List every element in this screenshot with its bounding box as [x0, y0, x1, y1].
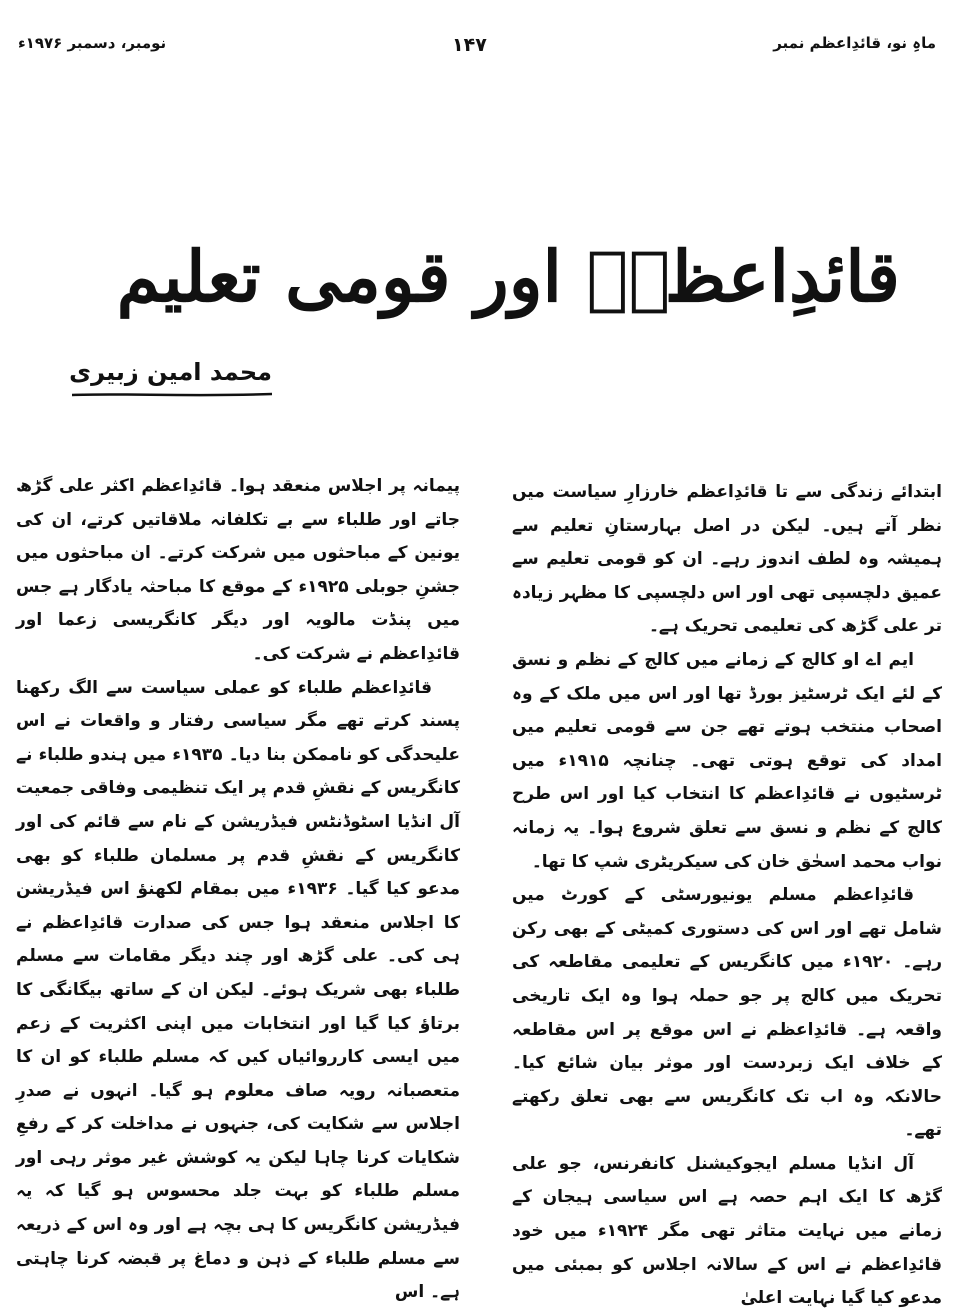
article-column-right	[512, 476, 942, 1316]
author-underline	[72, 392, 272, 398]
author-byline: محمد امین زبیری	[69, 358, 272, 386]
paragraph: آل انڈیا مسلم ایجوکیشنل کانفرنس، جو علی گڑھ کا ایک اہم حصہ ہے اس سیاسی ہیجان کے زمانے میں نہایت متاثر تھی مگر ۱۹۲۴ء میں خود قائدِاعظم نے اس کے سالانہ اجلاس کو بمبئی میں مدعو کیا گیا نہایت اعلیٰ	[512, 1153, 942, 1309]
paragraph: پیمانہ پر اجلاس منعقد ہوا۔ قائدِاعظم اکثر علی گڑھ جاتے اور طلباء سے بے تکلفانہ ملاقاتیں کرتے، ان کی یونین کے مباحثوں میں شرکت کرتے۔ ان مباحثوں میں جشنِ جوبلی ۱۹۲۵ء کے موقع کا مباحثہ یادگار ہے جس میں پنڈت مالویہ اور دیگر کانگریسی زعما اور قائدِاعظم نے شرکت کی۔	[16, 476, 460, 664]
paragraph: ایم اے او کالج کے زمانے میں کالج کے نظم و نسق کے لئے ایک ٹرسٹیز بورڈ تھا اور اس میں ملک کے وہ اصحاب منتخب ہوتے تھے جن سے قومی تعلیم میں امداد کی توقع ہوتی تھی۔ چنانچہ ۱۹۱۵ء میں ٹرسٹیوں نے قائدِاعظم کا انتخاب کیا اور اس طرح کالج کے نظم و نسق سے تعلق شروع ہوا۔ یہ زمانہ نواب محمد اسحٰق خان کی سیکریٹری شپ کا تھا۔	[512, 649, 943, 872]
article-column-left	[16, 470, 460, 1310]
paragraph: قائدِاعظم مسلم یونیورسٹی کے کورٹ میں شامل تھے اور اس کی دستوری کمیٹی کے بھی رکن رہے۔ ۱۹۲۰ء میں کانگریس کے تعلیمی مقاطعہ کی تحریک میں کالج پر جو حملہ ہوا وہ ایک تاریخی واقعہ ہے۔ قائدِاعظم نے اس موقع پر اس مقاطعہ کے خلاف ایک زبردست اور موثر بیان شائع کیا۔ حالانکہ وہ اب تک کانگریس سے بھی تعلق رکھتے تھے۔	[512, 885, 943, 1141]
issue-date: نومبر، دسمبر ۱۹۷۶ء	[18, 34, 167, 52]
paragraph: ابتدائے زندگی سے تا قائدِاعظم خارزارِ سیاست میں نظر آتے ہیں۔ لیکن در اصل بہارستانِ تعلیم سے ہمیشہ وہ لطف اندوز رہے۔ ان کو قومی تعلیم سے عمیق دلچسپی تھی اور اس دلچسپی کا مظہر زیادہ تر علی گڑھ کی تعلیمی تحریک ہے۔	[512, 482, 942, 637]
magazine-name: ماہِ نو، قائدِاعظم نمبر	[773, 34, 936, 52]
paragraph: قائدِاعظم طلباء کو عملی سیاست سے الگ رکھنا پسند کرتے تھے مگر سیاسی رفتار و واقعات نے اس علیحدگی کو ناممکن بنا دیا۔ ۱۹۳۵ء میں ہندو طلباء نے کانگریس کے نقشِ قدم پر ایک تنظیمی وفاقی جمعیت آل انڈیا اسٹوڈنٹس فیڈریشن کے نام سے قائم کی اور کانگریس کے نقشِ قدم پر مسلمان طلباء کو بھی مدعو کیا گیا۔ ۱۹۳۶ء میں بمقام لکھنؤ اس فیڈریشن کا اجلاس منعقد ہوا جس کی صدارت قائدِاعظم نے ہی کی۔ علی گڑھ اور چند دیگر مقامات سے مسلم طلباء بھی شریک ہوئے۔ لیکن ان کے ساتھ بیگانگی کا برتاؤ کیا گیا اور انتخابات میں اپنی اکثریت کے زعم میں ایسی کارروائیاں کیں کہ مسلم طلباء کو ان کا متعصبانہ رویہ صاف معلوم ہو گیا۔ انہوں نے صدرِ اجلاس سے شکایت کی، جنہوں نے مداخلت کر کے رفعِ شکایات کرنا چاہا لیکن یہ کوشش غیر موثر رہی اور مسلم طلباء کو بہت جلد محسوس ہو گیا کہ یہ فیڈریشن کانگریس کا ہی بچہ ہے اور وہ اس کے ذریعہ سے مسلم طلباء کے ذہن و دماغ پر قبضہ کرنا چاہتی ہے۔ اس	[16, 677, 460, 1303]
page-number: ۱۴۷	[452, 34, 487, 56]
article-title: قائدِاعظمؒ اور قومی تعلیم	[116, 235, 900, 318]
